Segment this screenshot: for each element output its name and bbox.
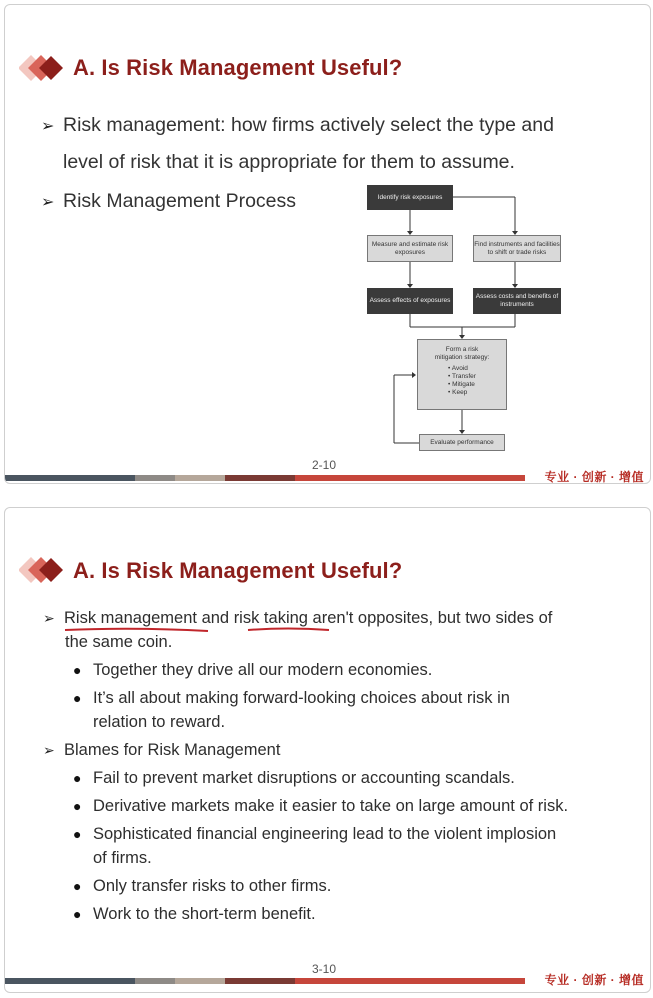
bullet-process xyxy=(41,183,296,221)
bullet-text: Fail to prevent market disruptions or accounting scandals. xyxy=(93,769,515,787)
dot-bullet-icon: ● xyxy=(73,798,82,814)
dot-bullet-icon: ● xyxy=(73,770,82,786)
bullet-text: Risk Management Process xyxy=(63,190,297,212)
box-assess-costs: Assess costs and benefits of instruments xyxy=(473,288,561,314)
bullet-blames xyxy=(43,738,280,762)
sub-bullet-transfer xyxy=(73,874,331,898)
sub-bullet-fail xyxy=(73,766,515,790)
bullet-text: Derivative markets make it easier to take on large amount of risk. xyxy=(93,797,569,815)
sub-bullet-choices-cont: relation to reward. xyxy=(93,713,226,731)
dot-bullet-icon: ● xyxy=(73,878,82,894)
bullet-text: Together they drive all our modern economies. xyxy=(93,661,433,679)
dot-bullet-icon: ● xyxy=(73,690,82,706)
sub-bullet-drive xyxy=(73,658,432,682)
box-form-strategy xyxy=(417,339,507,410)
slide-title: A. Is Risk Management Useful? xyxy=(73,55,403,80)
bullet-text: and xyxy=(196,609,234,627)
dot-bullet-icon: ● xyxy=(73,662,82,678)
dot-bullet-icon: ● xyxy=(73,826,82,842)
underlined-risk-management: Risk management xyxy=(64,609,197,627)
diagram-connectors xyxy=(359,183,559,453)
sub-bullet-choices xyxy=(73,686,510,710)
arrow-bullet-icon: ➢ xyxy=(43,742,55,758)
bullet-two-sides-cont: the same coin. xyxy=(65,633,173,651)
box-find: Find instruments and facilities to shift or trade risks xyxy=(473,235,561,262)
diamond-logo-icon xyxy=(19,555,65,585)
box-evaluate: Evaluate performance xyxy=(419,434,505,451)
bullet-text: Sophisticated financial engineering lead to the violent implosion xyxy=(93,825,557,843)
arrow-bullet-icon: ➢ xyxy=(41,194,55,211)
bullet-text: Work to the short-term benefit. xyxy=(93,905,316,923)
page-number: 3-10 xyxy=(312,962,337,976)
page-number: 2-10 xyxy=(312,458,337,472)
dot-bullet-icon: ● xyxy=(73,906,82,922)
strategy-title: Form a risk mitigation strategy: xyxy=(434,346,490,361)
strategy-item: • Keep xyxy=(448,389,468,396)
strategy-item: • Transfer xyxy=(448,373,476,380)
sub-bullet-engineering-cont: of firms. xyxy=(93,849,152,867)
strategy-item: • Avoid xyxy=(448,365,468,372)
slide-title: A. Is Risk Management Useful? xyxy=(73,558,403,583)
sub-bullet-engineering xyxy=(73,822,556,846)
bullet-text: Blames for Risk Management xyxy=(64,741,281,759)
box-identify: Identify risk exposures xyxy=(367,185,453,210)
arrow-bullet-icon: ➢ xyxy=(41,118,55,135)
bullet-text: aren't opposites, but two sides of xyxy=(307,609,553,627)
bullet-text: Only transfer risks to other firms. xyxy=(93,877,332,895)
diamond-logo-icon xyxy=(19,53,65,83)
footer-tagline: 专业 · 创新 · 增值 xyxy=(544,973,644,987)
slide-2 xyxy=(4,507,651,993)
footer-tagline: 专业 · 创新 · 增值 xyxy=(544,470,644,484)
strategy-item: • Mitigate xyxy=(448,381,475,388)
sub-bullet-derivative xyxy=(73,794,568,818)
bullet-definition-cont: level of risk that it is appropriate for them to assume. xyxy=(63,151,515,173)
box-assess-effects: Assess effects of exposures xyxy=(367,288,453,314)
arrow-bullet-icon: ➢ xyxy=(43,610,55,626)
bullet-definition xyxy=(41,107,554,145)
bullet-text: It’s all about making forward-looking choices about risk in xyxy=(93,689,510,707)
box-measure: Measure and estimate risk exposures xyxy=(367,235,453,262)
risk-process-diagram xyxy=(359,183,559,453)
slide-1 xyxy=(4,4,651,484)
bullet-text: Risk management: how firms actively select the type and xyxy=(63,114,554,136)
sub-bullet-short-term xyxy=(73,902,316,926)
underlined-risk-taking: risk taking xyxy=(233,609,308,627)
